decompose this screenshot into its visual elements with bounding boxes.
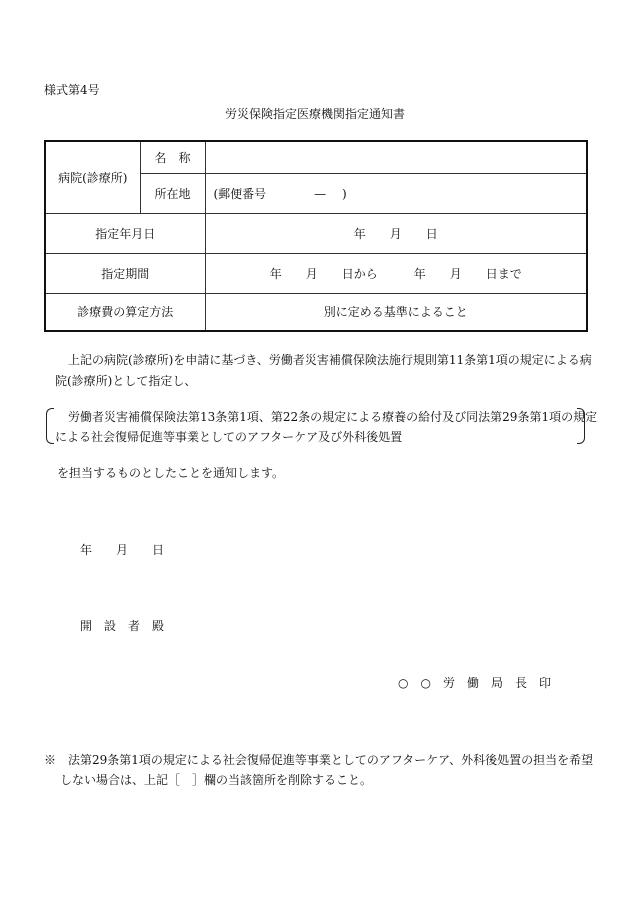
designation-date-label: 指定年月日	[45, 213, 205, 253]
table-row-fee-method	[45, 293, 587, 331]
paragraph-line: を担当するものとしたことを通知します。	[57, 466, 285, 480]
bracket-line: 労働者災害補償保険法第13条第1項、第22条の規定による療養の給付及び同法第29条第1項の規定	[68, 410, 598, 424]
fee-method-label: 診療費の算定方法	[45, 293, 205, 331]
note-line: しない場合は、上記［ ］欄の当該箇所を削除すること。	[60, 773, 373, 787]
designation-table	[44, 140, 588, 332]
paragraph-line: 院(診療所)として指定し、	[55, 374, 197, 388]
designation-period-value: 年 月 日から 年 月 日まで	[205, 253, 587, 293]
table-row-designation-period	[45, 253, 587, 293]
table-row-name	[45, 141, 587, 173]
address-value: (郵便番号 — )	[205, 173, 587, 213]
right-bracket	[577, 408, 585, 444]
document-title: 労災保険指定医療機関指定通知書	[224, 107, 405, 121]
left-bracket	[46, 408, 54, 444]
designation-period-label: 指定期間	[45, 253, 205, 293]
address-label: 所在地	[140, 173, 205, 213]
fee-method-value: 別に定める基準によること	[205, 293, 587, 331]
note-line: ※ 法第29条第1項の規定による社会復帰促進等事業としてのアフターケア、外科後処置の担当を希望	[44, 753, 594, 767]
name-label: 名 称	[140, 141, 205, 173]
issuer-seal-line: ○ ○ 労 働 局 長 印	[398, 676, 551, 690]
bracket-line: による社会復帰促進等事業としてのアフターケア及び外科後処置	[55, 430, 403, 444]
hospital-label: 病院(診療所)	[45, 141, 140, 213]
name-value	[205, 141, 587, 173]
addressee: 開 設 者 殿	[80, 619, 165, 633]
form-number: 様式第4号	[44, 83, 100, 97]
date-line: 年 月 日	[80, 543, 165, 557]
table-row-designation-date	[45, 213, 587, 253]
designation-date-value: 年 月 日	[205, 213, 587, 253]
paragraph-line: 上記の病院(診療所)を申請に基づき、労働者災害補償保険法施行規則第11条第1項の規定による病	[68, 353, 592, 367]
